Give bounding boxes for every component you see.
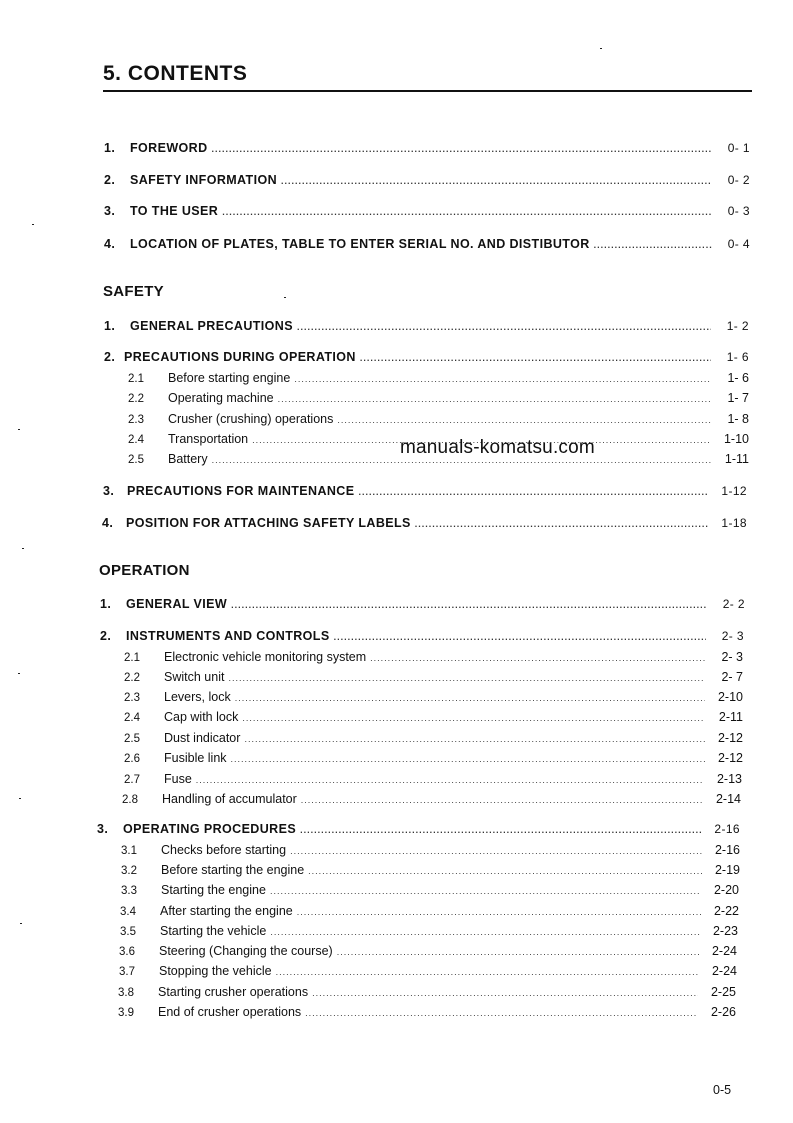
toc-subentry-2-7[interactable] <box>124 772 742 790</box>
toc-entry-page: 2-24 <box>711 964 737 978</box>
dot-leader <box>281 176 712 186</box>
dot-leader <box>231 600 707 610</box>
toc-entry-page: 2-23 <box>712 924 738 938</box>
toc-entry-page: 2-24 <box>711 944 737 958</box>
scan-speck <box>22 548 24 549</box>
toc-entry-label: OPERATING PROCEDURES <box>123 822 297 836</box>
dot-leader <box>370 653 705 663</box>
toc-entry-label: TO THE USER <box>130 204 219 218</box>
toc-entry-number: 2.2 <box>124 672 140 684</box>
toc-entry-page: 2-26 <box>710 1005 736 1019</box>
dot-leader <box>301 795 703 805</box>
toc-entry-number: 2.4 <box>128 434 144 446</box>
dot-leader <box>228 673 705 683</box>
toc-entry-to-the-user[interactable] <box>104 204 750 222</box>
toc-entry-label: Transportation <box>168 432 249 446</box>
toc-entry-label: Steering (Changing the course) <box>159 944 333 958</box>
toc-entry-page: 0- 3 <box>727 204 750 218</box>
dot-leader <box>594 240 712 250</box>
toc-entry-number: 3.4 <box>120 906 136 918</box>
toc-entry-label: Before starting the engine <box>161 863 305 877</box>
toc-entry-number: 2.5 <box>124 733 140 745</box>
toc-entry-label: End of crusher operations <box>158 1005 302 1019</box>
dot-leader <box>358 487 709 497</box>
toc-entry-number: 3. <box>103 484 115 498</box>
toc-entry-label: PRECAUTIONS DURING OPERATION <box>124 350 356 364</box>
toc-entry-number: 4. <box>104 237 116 251</box>
dot-leader <box>334 632 706 642</box>
dot-leader <box>278 394 711 404</box>
toc-subentry-3-8[interactable] <box>118 985 736 1003</box>
toc-subentry-2-2[interactable] <box>124 670 743 688</box>
dot-leader <box>360 353 711 363</box>
toc-entry-label: GENERAL VIEW <box>126 597 228 611</box>
toc-entry-label: Fusible link <box>164 751 227 765</box>
dot-leader <box>242 713 705 723</box>
toc-entry-foreword[interactable] <box>104 141 750 159</box>
toc-entry-label: PRECAUTIONS FOR MAINTENANCE <box>127 484 355 498</box>
scan-speck <box>19 798 21 799</box>
toc-subentry-2-3[interactable] <box>128 412 749 430</box>
toc-entry-label: SAFETY INFORMATION <box>130 173 278 187</box>
toc-entry-label: Fuse <box>164 772 192 786</box>
scan-speck <box>32 224 34 225</box>
toc-entry-label: After starting the engine <box>160 904 293 918</box>
toc-entry-number: 1. <box>104 319 116 333</box>
toc-entry-number: 2. <box>100 629 112 643</box>
toc-entry-number: 3.9 <box>118 1007 134 1019</box>
toc-entry-label: Cap with lock <box>164 710 239 724</box>
dot-leader <box>270 886 701 896</box>
toc-entry-label: Operating machine <box>168 391 274 405</box>
toc-entry-page: 1-18 <box>721 516 747 530</box>
toc-entry-number: 3. <box>97 822 109 836</box>
toc-subentry-3-4[interactable] <box>120 904 739 922</box>
toc-entry-page: 2-20 <box>713 883 739 897</box>
toc-entry-operating-procedures[interactable] <box>97 822 740 840</box>
dot-leader <box>270 927 700 937</box>
toc-entry-page: 1-11 <box>724 452 749 466</box>
dot-leader <box>276 967 699 977</box>
dot-leader <box>297 322 711 332</box>
toc-subentry-3-7[interactable] <box>119 964 737 982</box>
section-heading-operation: OPERATION <box>99 562 190 579</box>
scan-speck <box>600 48 602 49</box>
toc-entry-page: 1- 6 <box>727 371 749 385</box>
toc-entry-number: 3.7 <box>119 966 135 978</box>
toc-subentry-2-1[interactable] <box>128 371 749 389</box>
toc-subentry-2-8[interactable] <box>122 792 741 810</box>
toc-entry-number: 3.6 <box>119 946 135 958</box>
toc-entry-page: 1- 2 <box>726 319 749 333</box>
toc-entry-general-view[interactable] <box>100 597 745 615</box>
toc-entry-precautions-for-maintenance[interactable] <box>103 484 747 502</box>
toc-entry-page: 1- 8 <box>727 412 749 426</box>
toc-entry-page: 2- 7 <box>721 670 743 684</box>
toc-entry-label: INSTRUMENTS AND CONTROLS <box>126 629 330 643</box>
toc-subentry-2-3[interactable] <box>124 690 743 708</box>
toc-entry-general-precautions[interactable] <box>104 319 749 337</box>
toc-entry-instruments-and-controls[interactable] <box>100 629 744 647</box>
toc-entry-label: GENERAL PRECAUTIONS <box>130 319 293 333</box>
toc-subentry-2-2[interactable] <box>128 391 749 409</box>
toc-entry-number: 4. <box>102 516 114 530</box>
toc-entry-number: 2.1 <box>128 373 144 385</box>
scan-speck <box>18 429 20 430</box>
toc-entry-label: FOREWORD <box>130 141 208 155</box>
toc-entry-page: 1-12 <box>721 484 747 498</box>
toc-entry-page: 2- 3 <box>721 650 743 664</box>
toc-entry-page: 2-16 <box>714 822 740 836</box>
dot-leader <box>231 754 705 764</box>
toc-subentry-2-5[interactable] <box>124 731 743 749</box>
toc-entry-number: 3.5 <box>120 926 136 938</box>
toc-subentry-3-2[interactable] <box>121 863 740 881</box>
toc-entry-label: Levers, lock <box>164 690 231 704</box>
toc-entry-label: Electronic vehicle monitoring system <box>164 650 367 664</box>
section-heading-safety: SAFETY <box>103 283 164 300</box>
toc-entry-label: Crusher (crushing) operations <box>168 412 334 426</box>
toc-entry-number: 3.2 <box>121 865 137 877</box>
toc-entry-label: Dust indicator <box>164 731 241 745</box>
dot-leader <box>244 734 705 744</box>
toc-entry-number: 2.5 <box>128 454 144 466</box>
toc-entry-page: 0- 4 <box>727 237 750 251</box>
toc-entry-page: 2-14 <box>715 792 741 806</box>
toc-entry-number: 2.4 <box>124 712 140 724</box>
dot-leader <box>212 144 713 154</box>
toc-entry-label: Before starting engine <box>168 371 291 385</box>
toc-subentry-3-1[interactable] <box>121 843 740 861</box>
toc-entry-number: 1. <box>104 141 116 155</box>
toc-entry-number: 2.7 <box>124 774 140 786</box>
toc-entry-page: 2-25 <box>710 985 736 999</box>
scan-speck <box>20 923 22 924</box>
toc-entry-number: 2.2 <box>128 393 144 405</box>
toc-entry-number: 2.8 <box>122 794 138 806</box>
toc-entry-number: 1. <box>100 597 112 611</box>
toc-entry-location-of-plates[interactable] <box>104 237 750 255</box>
dot-leader <box>235 693 705 703</box>
toc-entry-safety-labels[interactable] <box>102 516 747 534</box>
dot-leader <box>308 866 702 876</box>
dot-leader <box>297 907 701 917</box>
toc-entry-label: Handling of accumulator <box>162 792 297 806</box>
dot-leader <box>294 374 711 384</box>
toc-entry-label: Switch unit <box>164 670 225 684</box>
toc-subentry-3-3[interactable] <box>121 883 739 901</box>
toc-entry-number: 2. <box>104 173 116 187</box>
scan-speck <box>18 673 20 674</box>
toc-subentry-3-5[interactable] <box>120 924 738 942</box>
scan-speck <box>284 297 286 298</box>
watermark-text: manuals-komatsu.com <box>400 437 595 458</box>
toc-entry-page: 0- 1 <box>727 141 750 155</box>
dot-leader <box>415 519 709 529</box>
toc-subentry-2-4[interactable] <box>124 710 743 728</box>
toc-entry-label: Starting the vehicle <box>160 924 267 938</box>
toc-subentry-3-6[interactable] <box>119 944 737 962</box>
dot-leader <box>222 207 712 217</box>
toc-entry-label: Starting crusher operations <box>158 985 309 999</box>
dot-leader <box>290 846 702 856</box>
title-underline <box>103 90 752 92</box>
toc-entry-label: POSITION FOR ATTACHING SAFETY LABELS <box>126 516 411 530</box>
toc-entry-page: 1-10 <box>723 432 749 446</box>
toc-entry-number: 2.3 <box>124 692 140 704</box>
toc-entry-label: Stopping the vehicle <box>159 964 272 978</box>
toc-subentry-2-1[interactable] <box>124 650 743 668</box>
toc-entry-label: Battery <box>168 452 208 466</box>
dot-leader <box>337 415 711 425</box>
toc-entry-page: 2- 2 <box>722 597 745 611</box>
toc-entry-page: 2-22 <box>713 904 739 918</box>
toc-entry-page: 1- 7 <box>727 391 749 405</box>
dot-leader <box>337 947 699 957</box>
toc-entry-number: 3.3 <box>121 885 137 897</box>
toc-entry-number: 2.3 <box>128 414 144 426</box>
page-title: 5. CONTENTS <box>103 62 248 85</box>
toc-entry-safety-information[interactable] <box>104 173 750 191</box>
toc-entry-page: 0- 2 <box>727 173 750 187</box>
page-number: 0-5 <box>713 1083 732 1097</box>
dot-leader <box>196 775 704 785</box>
toc-entry-number: 2.6 <box>124 753 140 765</box>
toc-entry-page: 2-16 <box>714 843 740 857</box>
toc-entry-page: 2-12 <box>717 751 743 765</box>
toc-subentry-2-6[interactable] <box>124 751 743 769</box>
toc-entry-label: Starting the engine <box>161 883 266 897</box>
toc-entry-page: 2-12 <box>717 731 743 745</box>
toc-entry-number: 3.8 <box>118 987 134 999</box>
toc-entry-page: 2-11 <box>718 710 743 724</box>
dot-leader <box>300 825 702 835</box>
toc-entry-number: 3.1 <box>121 845 137 857</box>
toc-entry-page: 2-10 <box>717 690 743 704</box>
toc-entry-label: LOCATION OF PLATES, TABLE TO ENTER SERIAL NO. AND DISTIBUTOR <box>130 237 590 251</box>
toc-entry-precautions-during-operation[interactable] <box>104 350 749 368</box>
toc-entry-page: 2- 3 <box>721 629 744 643</box>
toc-entry-number: 2. <box>104 350 116 364</box>
toc-entry-page: 2-19 <box>714 863 740 877</box>
dot-leader <box>312 988 698 998</box>
toc-entry-number: 2.1 <box>124 652 140 664</box>
toc-entry-number: 3. <box>104 204 116 218</box>
toc-entry-label: Checks before starting <box>161 843 287 857</box>
toc-entry-page: 2-13 <box>716 772 742 786</box>
dot-leader <box>305 1008 698 1018</box>
toc-entry-page: 1- 6 <box>726 350 749 364</box>
toc-subentry-3-9[interactable] <box>118 1005 736 1023</box>
